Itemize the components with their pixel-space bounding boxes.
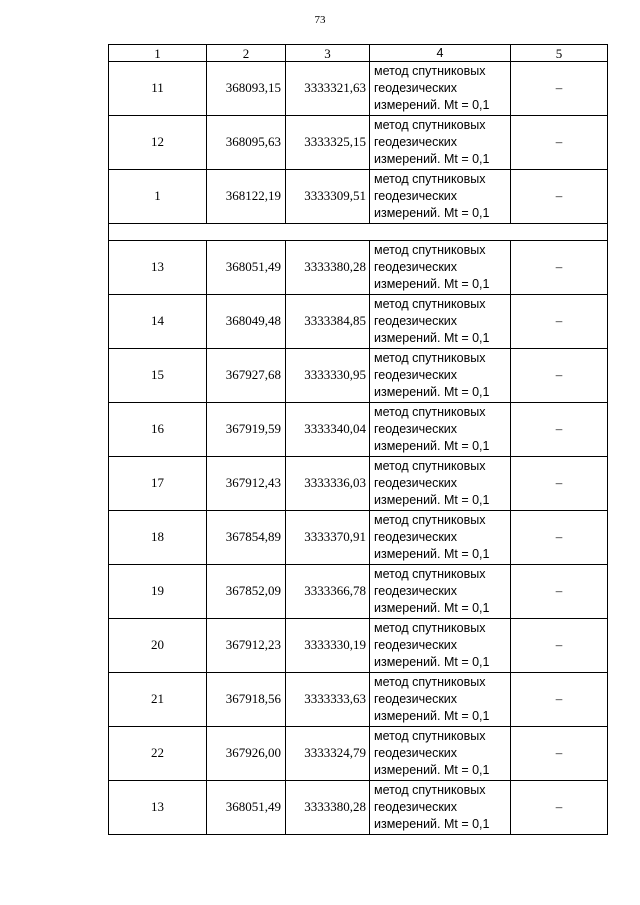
method-text: метод спутниковых геодезических измерений. Mt = 0,1 bbox=[374, 783, 490, 832]
page-number: 73 bbox=[314, 14, 326, 26]
table-row bbox=[109, 62, 608, 116]
table-row bbox=[109, 241, 608, 295]
point-number-cell: 11 bbox=[109, 62, 207, 116]
table-separator-row bbox=[109, 224, 608, 241]
point-number-cell: 1 bbox=[109, 170, 207, 224]
y-coordinate-cell: 3333380,28 bbox=[286, 781, 370, 835]
y-coordinate-cell: 3333325,15 bbox=[286, 116, 370, 170]
x-coordinate-cell: 368093,15 bbox=[207, 62, 286, 116]
method-cell bbox=[370, 511, 511, 565]
x-coordinate-cell: 367919,59 bbox=[207, 403, 286, 457]
y-coordinate-cell: 3333324,79 bbox=[286, 727, 370, 781]
method-text: метод спутниковых геодезических измерений. Mt = 0,1 bbox=[374, 172, 490, 221]
point-number-cell: 19 bbox=[109, 565, 207, 619]
x-coordinate-cell: 367918,56 bbox=[207, 673, 286, 727]
note-cell: – bbox=[511, 170, 608, 224]
method-text: метод спутниковых геодезических измерений. Mt = 0,1 bbox=[374, 513, 490, 562]
x-coordinate-cell: 368051,49 bbox=[207, 241, 286, 295]
method-text: метод спутниковых геодезических измерений. Mt = 0,1 bbox=[374, 675, 490, 724]
method-cell bbox=[370, 457, 511, 511]
y-coordinate-cell: 3333370,91 bbox=[286, 511, 370, 565]
note-cell: – bbox=[511, 349, 608, 403]
table-row bbox=[109, 727, 608, 781]
y-coordinate-cell: 3333380,28 bbox=[286, 241, 370, 295]
column-header: 3 bbox=[286, 45, 370, 62]
column-header: 1 bbox=[109, 45, 207, 62]
method-text: метод спутниковых геодезических измерений. Mt = 0,1 bbox=[374, 64, 490, 113]
method-text: метод спутниковых геодезических измерений. Mt = 0,1 bbox=[374, 405, 490, 454]
table-row bbox=[109, 116, 608, 170]
method-cell bbox=[370, 619, 511, 673]
y-coordinate-cell: 3333340,04 bbox=[286, 403, 370, 457]
table-row bbox=[109, 673, 608, 727]
x-coordinate-cell: 367854,89 bbox=[207, 511, 286, 565]
method-cell bbox=[370, 116, 511, 170]
coordinates-table-body bbox=[109, 45, 608, 835]
note-cell: – bbox=[511, 511, 608, 565]
method-text: метод спутниковых геодезических измерений. Mt = 0,1 bbox=[374, 351, 490, 400]
y-coordinate-cell: 3333330,95 bbox=[286, 349, 370, 403]
method-cell bbox=[370, 349, 511, 403]
y-coordinate-cell: 3333330,19 bbox=[286, 619, 370, 673]
table-row bbox=[109, 403, 608, 457]
note-cell: – bbox=[511, 781, 608, 835]
y-coordinate-cell: 3333366,78 bbox=[286, 565, 370, 619]
method-text: метод спутниковых геодезических измерений. Mt = 0,1 bbox=[374, 243, 490, 292]
x-coordinate-cell: 367852,09 bbox=[207, 565, 286, 619]
column-header: 2 bbox=[207, 45, 286, 62]
point-number-cell: 15 bbox=[109, 349, 207, 403]
table-row bbox=[109, 619, 608, 673]
note-cell: – bbox=[511, 727, 608, 781]
note-cell: – bbox=[511, 116, 608, 170]
table-row bbox=[109, 565, 608, 619]
x-coordinate-cell: 368122,19 bbox=[207, 170, 286, 224]
y-coordinate-cell: 3333309,51 bbox=[286, 170, 370, 224]
x-coordinate-cell: 367912,43 bbox=[207, 457, 286, 511]
method-cell bbox=[370, 781, 511, 835]
note-cell: – bbox=[511, 241, 608, 295]
method-text: метод спутниковых геодезических измерений. Mt = 0,1 bbox=[374, 297, 490, 346]
point-number-cell: 20 bbox=[109, 619, 207, 673]
table-row bbox=[109, 511, 608, 565]
column-header: 5 bbox=[511, 45, 608, 62]
point-number-cell: 16 bbox=[109, 403, 207, 457]
x-coordinate-cell: 367912,23 bbox=[207, 619, 286, 673]
method-text: метод спутниковых геодезических измерений. Mt = 0,1 bbox=[374, 729, 490, 778]
x-coordinate-cell: 368049,48 bbox=[207, 295, 286, 349]
table-row bbox=[109, 349, 608, 403]
table-row bbox=[109, 781, 608, 835]
point-number-cell: 18 bbox=[109, 511, 207, 565]
table-row bbox=[109, 457, 608, 511]
coordinates-table bbox=[108, 44, 608, 835]
x-coordinate-cell: 368051,49 bbox=[207, 781, 286, 835]
method-cell bbox=[370, 403, 511, 457]
method-cell bbox=[370, 62, 511, 116]
column-header: 4 bbox=[370, 45, 511, 62]
method-text: метод спутниковых геодезических измерений. Mt = 0,1 bbox=[374, 459, 490, 508]
note-cell: – bbox=[511, 673, 608, 727]
y-coordinate-cell: 3333384,85 bbox=[286, 295, 370, 349]
x-coordinate-cell: 368095,63 bbox=[207, 116, 286, 170]
x-coordinate-cell: 367927,68 bbox=[207, 349, 286, 403]
y-coordinate-cell: 3333336,03 bbox=[286, 457, 370, 511]
method-text: метод спутниковых геодезических измерений. Mt = 0,1 bbox=[374, 567, 490, 616]
note-cell: – bbox=[511, 403, 608, 457]
point-number-cell: 22 bbox=[109, 727, 207, 781]
method-cell bbox=[370, 241, 511, 295]
table-row bbox=[109, 170, 608, 224]
method-cell bbox=[370, 727, 511, 781]
method-cell bbox=[370, 673, 511, 727]
point-number-cell: 14 bbox=[109, 295, 207, 349]
method-cell bbox=[370, 295, 511, 349]
table-row bbox=[109, 295, 608, 349]
point-number-cell: 12 bbox=[109, 116, 207, 170]
y-coordinate-cell: 3333333,63 bbox=[286, 673, 370, 727]
method-cell bbox=[370, 170, 511, 224]
y-coordinate-cell: 3333321,63 bbox=[286, 62, 370, 116]
method-text: метод спутниковых геодезических измерений. Mt = 0,1 bbox=[374, 621, 490, 670]
note-cell: – bbox=[511, 295, 608, 349]
separator-cell bbox=[109, 224, 608, 241]
note-cell: – bbox=[511, 565, 608, 619]
method-cell bbox=[370, 565, 511, 619]
note-cell: – bbox=[511, 457, 608, 511]
table-header-row bbox=[109, 45, 608, 62]
point-number-cell: 21 bbox=[109, 673, 207, 727]
note-cell: – bbox=[511, 619, 608, 673]
point-number-cell: 13 bbox=[109, 781, 207, 835]
point-number-cell: 17 bbox=[109, 457, 207, 511]
method-text: метод спутниковых геодезических измерений. Mt = 0,1 bbox=[374, 118, 490, 167]
x-coordinate-cell: 367926,00 bbox=[207, 727, 286, 781]
note-cell: – bbox=[511, 62, 608, 116]
point-number-cell: 13 bbox=[109, 241, 207, 295]
